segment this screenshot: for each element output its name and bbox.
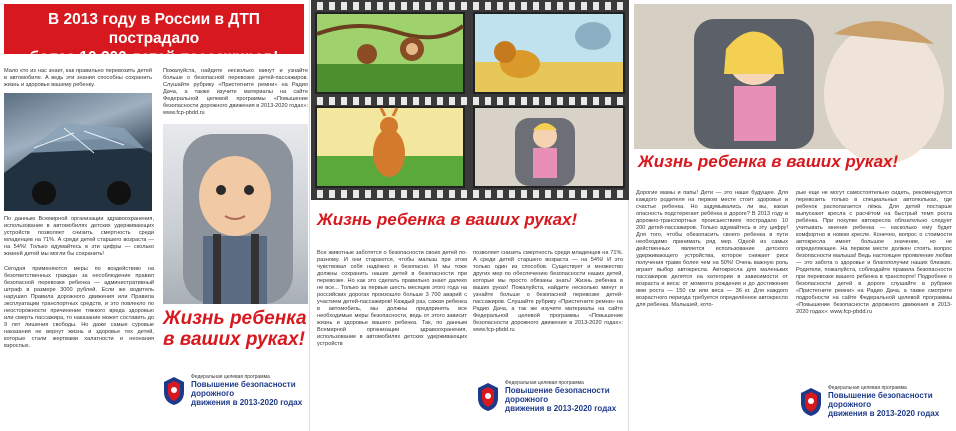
car-illustration (4, 93, 152, 211)
panel-right (630, 0, 956, 431)
right-col-2: рые еще не могут самостоятельно сидеть, рекомендуется перевозить только в специальных автолюльках, где ребенок располагается лёжа. Для детей постарше выпускают кресла с расчётом на быстрый темп роста ребёнка. При покупке автокресла обязательно следует учитывать мнение ребенка — насколько ему будет комфортно в новом кресле. Конечно, вопрос о стоимости автокресла имеет большое значение, но не определяющее. На первом месте должен стоять вопрос безопасности малыша! Ведь настоящее проявление любви — это забота о здоровье и благополучии наших близких. Родители, пожалуйста, соблюдайте правила безопасности при перевозке вашего ребенка в транспорте! Подробнее о безопасности детей в дороге слушайте в рубрике «Пристегните ремни» на Радио Дача, а также смотрите подробности на сайте Федеральной целевой программы «Повышение безопасности дорожного движения в 2013-2020 годах»: www.fcp-pbdd.ru (796, 190, 952, 315)
monkeys-frame (315, 12, 465, 94)
mother-daughter-illustration (634, 4, 952, 149)
emblem-icon (800, 387, 822, 417)
middle-col-1: Все животные заботятся о безопасности своих детей по-разному. И они стараются, чтобы малыш при этом чувствовал себя надёжно и безопасно. И мы тоже должны сохранить наших детей в безопасности при перевозке. Но как это сделать правильно знает далеко не все... Только за первые шесть месяцев этого года на российских дорогах произошло больше 3 700 аварий с участием детей-пассажиров! Каждый раз, сажая ребенка в автомобиль, мы должны предпринять все необходимые меры безопасности, ведь от этого зависит жизнь и здоровье вашего ребенка. Так, по данным Всемирной организации здравоохранения, использование в автомобилях детских удерживающих устройств (317, 250, 467, 347)
program-logo-left (163, 374, 309, 407)
film-holes-middle (311, 97, 629, 105)
lions-illustration (475, 14, 623, 92)
right-col-1: Дорогие мамы и папы! Дети — это наше будущее. Для каждого родителя на первом месте стоит здоровье и счастье ребенка. Но задумывались ли вы, какая опасность подстерегает ребёнка в дороге? В 2013 году в дорожно-транспортных происшествиях пострадало 10 200 детей-пассажиров. Только вдумайтесь в эту цифру! Для того, чтобы обезопасить своего ребенка в пути необходимо принимать ряд мер. Одной из самых действенных является использование детского удерживающего устройства, которое снижает риск получения травм более чем на 50%! Очень важную роль играет выбор автокресла. Автокресла для маленьких пассажиров делятся на категории в зависимости от возраста и веса: от момента рождения и до достижения ими роста — 150 см или веса — 36 кг. Для каждого возрастного периода требуется определённое автокресло для ребенка. Малышей, кото- (636, 190, 788, 308)
film-strip (311, 0, 629, 200)
logo-line-2: движения в 2013-2020 годах (191, 398, 303, 407)
intro-text: Мало кто из нас знает, как правильно перевозить детей в автомобиле. А ведь эти знания способны сохранить жизнь и здоровье вашему ребенку. (4, 68, 152, 88)
headline-banner (4, 4, 304, 66)
listen-text: Пожалуйста, найдите несколько минут и узнайте больше о безопасной перевозке детей-пассажиров. Слушайте рубрику «Пристегните ремни» на Радио Дача, а также изучите материалы на сайте Федеральной целевой программы «Повышение безопасности дорожного движения в 2013-2020 годах»: www.fcp-pbdd.ru (163, 68, 308, 116)
logo-line-1: Повышение безопасности дорожного (828, 391, 933, 409)
logo-line-1: Повышение безопасности дорожного (505, 386, 610, 404)
emblem-icon (477, 382, 499, 412)
baby-illustration (163, 124, 308, 304)
crashed-car-photo (4, 93, 152, 211)
logo-line-2: движения в 2013-2020 годах (505, 404, 617, 413)
monkeys-illustration (317, 14, 463, 92)
panel-left (0, 0, 310, 431)
slogan-left: Жизнь ребенка в ваших руках! (163, 308, 307, 350)
title-middle: Жизнь ребенка в ваших руках! (317, 210, 578, 229)
elephants-frame (473, 12, 625, 94)
emblem-icon (163, 376, 185, 406)
logo-small-text: Федеральная целевая программа (828, 385, 907, 391)
logo-line-2: движения в 2013-2020 годах (828, 409, 940, 418)
logo-small-text: Федеральная целевая программа (191, 374, 270, 380)
penalty-text: Сегодня применяются меры по воздействию на безответственных граждан за несоблюдение правил безопасной перевозки ребенка — административный штраф в размере 3000 рублей. Если же водитель нарушил Правила дорожного движения или Правила эксплуатации транспортных средств, и это повлекло по неосторожности причинение тяжкого вреда здоровью или смерть пассажира, то наказание может составить до 9 лет лишения свободы. Но даже самые суровые наказания не вернут жизнь и здоровье тех детей, которые стали жертвами халатности и неонания взрослых. (4, 266, 154, 349)
baby-in-seat-photo (163, 124, 308, 304)
middle-col-2: позволяет снизить смертность среди младенцев на 71%. А среди детей старшего возраста — на 54%! И это только один из способов. Существует и множество других мер по обеспечению безопасности наших детей, которые мы просто обязаны знать! Жизнь ребенка в ваших руках! Пожалуйста, найдите несколько минут и узнайте больше о безопасной перевозке детей-пассажиров. Слушайте рубрику «Пристегните ремни» на Радио Дача, а так же изучите материалы на сайте Федеральной целевой программы «Повышение безопасности дорожного движения в 2013-2020 годах»: www.fcp-pbdd.ru (473, 250, 623, 333)
kangaroo-illustration (317, 108, 463, 186)
film-holes-bottom (311, 190, 629, 198)
logo-line-1: Повышение безопасности дорожного (191, 380, 296, 398)
panel-middle (311, 0, 629, 431)
logo-small-text: Федеральная целевая программа (505, 380, 584, 386)
who-stat-text: По данным Всемирной организации здравоохранения, использование в автомобилях детских удерживающих устройств позволяет снизить смертность среди младенцев на 71%. А среди детей старшего возраста — на 54%! Только вдумайтесь в эти цифры — сколько жизней детей мы могли бы сохранить! (4, 216, 154, 257)
program-logo-middle (477, 380, 628, 413)
mother-daughter-photo (634, 4, 952, 149)
kangaroo-frame (315, 106, 465, 188)
program-logo-right (800, 385, 956, 418)
girl-car-seat-frame (473, 106, 625, 188)
girl-seat-illustration (475, 108, 623, 186)
banner-line-1: В 2013 году в России в ДТП пострадало (48, 11, 260, 47)
film-holes-top (311, 2, 629, 10)
title-right: Жизнь ребенка в ваших руках! (638, 152, 899, 171)
banner-line-2: более 10 200 детей-пассажиров! (29, 49, 279, 66)
